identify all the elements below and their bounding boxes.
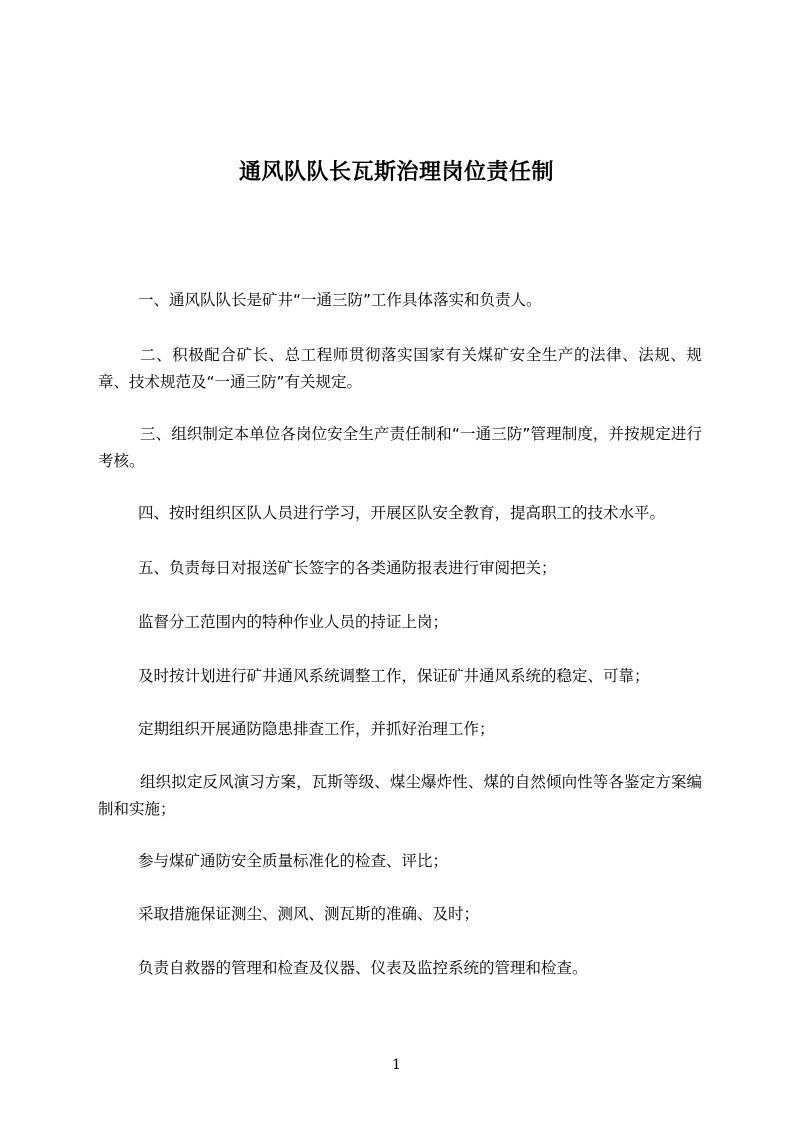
paragraph-11: 采取措施保证测尘、测风、测瓦斯的准确、及时； bbox=[138, 905, 480, 923]
paragraph-12: 负责自救器的管理和检查及仪器、仪表及监控系统的管理和检查。 bbox=[138, 959, 588, 977]
page-title: 通风队队长瓦斯治理岗位责任制 bbox=[238, 159, 554, 185]
page-number: 1 bbox=[392, 1057, 401, 1073]
paragraph-2: 二、积极配合矿长、总工程师贯彻落实国家有关煤矿安全生产的法律、法规、规章、技术规范及“一通三防”有关规定。 bbox=[98, 346, 702, 391]
paragraph-3: 三、组织制定本单位各岗位安全生产责任制和“一通三防”管理制度，并按规定进行考核。 bbox=[98, 425, 702, 470]
paragraph-10: 参与煤矿通防安全质量标准化的检查、评比； bbox=[138, 852, 449, 870]
paragraph-7: 及时按计划进行矿井通风系统调整工作，保证矿井通风系统的稳定、可靠； bbox=[138, 667, 650, 685]
paragraph-6: 监督分工范围内的特种作业人员的持证上岗； bbox=[138, 613, 449, 631]
paragraph-8: 定期组织开展通防隐患排查工作，并抓好治理工作； bbox=[138, 720, 495, 738]
paragraph-9: 组织拟定反风演习方案，瓦斯等级、煤尘爆炸性、煤的自然倾向性等各鉴定方案编制和实施； bbox=[98, 773, 702, 818]
paragraph-1: 一、通风队队长是矿井“一通三防”工作具体落实和负责人。 bbox=[138, 291, 542, 309]
paragraph-5: 五、负责每日对报送矿长签字的各类通防报表进行审阅把关； bbox=[138, 559, 557, 577]
paragraph-4: 四、按时组织区队人员进行学习，开展区队安全教育，提高职工的技术水平。 bbox=[138, 504, 666, 522]
